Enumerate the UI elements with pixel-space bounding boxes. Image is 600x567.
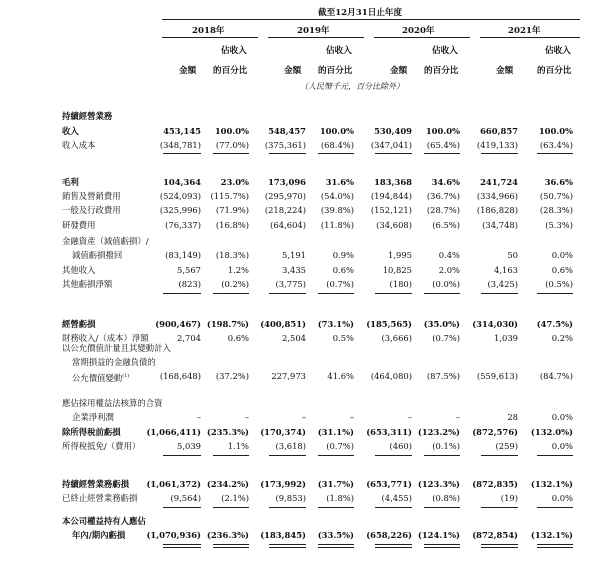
cell-percentage: 23.0% [220,177,249,187]
row-label: 應佔採用權益法核算的合資 [62,398,163,408]
subtotal-rule [213,544,249,548]
cell-amount: (872,854) [472,530,518,540]
cell-percentage: (31.7%) [317,479,354,489]
subtotal-rule [481,544,518,548]
period-title: 截至12月31日止年度 [318,8,403,18]
cell-amount: (347,041) [370,140,412,150]
cell-amount: (334,966) [476,191,518,201]
col-pct-header-line1: 佔收入 [545,46,571,56]
cell-amount: 2,704 [177,333,201,343]
subtotal-rule [163,455,201,456]
cell-amount: (1,070,936) [146,530,201,540]
subtotal-rule [213,293,249,294]
cell-percentage: (35.0%) [423,319,460,329]
subtotal-rule [318,544,354,548]
row-label: 研發費用 [62,220,96,230]
row-label: 收入成本 [62,140,96,150]
year-rule-2020 [374,37,470,38]
cell-amount: 5,567 [177,265,201,275]
subtotal-rule [481,455,518,456]
col-pct-header-line2: 的百分比 [213,66,248,76]
cell-percentage: (0.5%) [545,279,573,289]
cell-amount: 1,995 [388,250,412,260]
cell-amount: (559,613) [476,371,518,381]
cell-percentage: 0.0% [551,250,573,260]
subtotal-rule [213,507,249,508]
subtotal-rule [424,507,460,508]
cell-amount: 227,973 [271,371,306,381]
cell-percentage: (84.7%) [539,371,573,381]
cell-amount: 10,825 [382,265,412,275]
cell-amount: (653,311) [366,427,412,437]
cell-amount: 241,724 [480,177,518,187]
subtotal-rule [163,507,201,508]
cell-percentage: (65.4%) [426,140,460,150]
cell-percentage: (28.7%) [426,205,460,215]
cell-percentage: (124.1%) [417,530,460,540]
row-label: 一般及行政費用 [62,205,121,215]
year-2018: 2018年 [192,26,225,36]
subtotal-rule [213,455,249,456]
cell-amount: (900,467) [155,319,201,329]
cell-amount: (64,604) [270,220,306,230]
cell-amount: – [196,412,201,422]
year-2021: 2021年 [508,26,541,36]
subtotal-rule [537,507,573,508]
cell-amount: (823) [178,279,201,289]
cell-percentage: (235.3%) [206,427,249,437]
row-label: 經營虧損 [62,319,96,329]
cell-amount: (3,775) [275,279,306,289]
col-pct-header-line2: 的百分比 [318,66,353,76]
subtotal-rule [163,544,201,548]
subtotal-rule [537,455,573,456]
cell-percentage: (36.7%) [426,191,460,201]
cell-percentage: (73.1%) [317,319,354,329]
row-label-cont: 公允價值變動$^{(1)}$ [72,372,130,383]
cell-amount: (325,996) [159,205,201,215]
cell-amount: (152,121) [370,205,412,215]
subtotal-rule [375,455,412,456]
row-label-cont: 當期損益的金融負債的 [72,357,156,367]
cell-percentage: (28.3%) [539,205,573,215]
cell-percentage: (132.1%) [530,530,573,540]
subtotal-rule [269,153,306,154]
cell-amount: 3,435 [282,265,306,275]
footnote-marker: (1) [122,373,130,379]
col-pct-header-line2: 的百分比 [537,66,572,76]
cell-percentage: (54.0%) [320,191,354,201]
cell-percentage: (234.2%) [206,479,249,489]
subtotal-rule [424,153,460,154]
col-pct-header-line1: 佔收入 [326,46,352,56]
cell-amount: (173,992) [260,479,306,489]
cell-amount: 1,039 [494,333,518,343]
cell-percentage: (37.2%) [215,371,249,381]
cell-amount: (259) [495,441,518,451]
col-amount-header: 金額 [496,66,514,76]
cell-percentage: 100.0% [425,126,460,136]
unit-note: （人民幣千元，百分比除外） [300,82,404,91]
cell-amount: (194,844) [370,191,412,201]
cell-amount: (658,226) [366,530,412,540]
cell-percentage: (5.3%) [545,220,573,230]
cell-amount: (295,970) [264,191,306,201]
row-label: 持續經營業務虧損 [62,479,129,489]
cell-amount: (419,133) [476,140,518,150]
cell-percentage: 31.6% [325,177,354,187]
cell-percentage: (33.5%) [317,530,354,540]
cell-percentage: (11.8%) [320,220,354,230]
cell-percentage: – [244,412,249,422]
cell-percentage: (77.0%) [215,140,249,150]
cell-amount: 50 [507,250,518,260]
row-label-cont: 企業淨利潤 [72,412,114,422]
cell-amount: (348,781) [159,140,201,150]
cell-amount: 2,504 [282,333,306,343]
row-label: 銷售及營銷費用 [62,191,121,201]
cell-amount: 548,457 [268,126,306,136]
subtotal-rule [318,293,354,294]
cell-percentage: 100.0% [214,126,249,136]
subtotal-rule [163,293,201,294]
cell-percentage: (198.7%) [206,319,249,329]
row-label: 其他收入 [62,265,96,275]
cell-percentage: (2.1%) [221,493,249,503]
subtotal-rule [537,293,573,294]
cell-percentage: (18.3%) [215,250,249,260]
subtotal-rule [537,153,573,154]
cell-percentage: 41.6% [327,371,354,381]
cell-amount: (400,851) [260,319,306,329]
period-rule [162,19,580,20]
cell-percentage: 36.6% [544,177,573,187]
col-amount-header: 金額 [284,66,302,76]
cell-percentage: (16.8%) [215,220,249,230]
cell-percentage: 0.0% [551,412,573,422]
subtotal-rule [481,293,518,294]
cell-amount: 660,857 [480,126,518,136]
row-label: 已終止經營業務虧損 [62,493,138,503]
cell-amount: 183,368 [374,177,412,187]
col-pct-header-line2: 的百分比 [424,66,459,76]
subtotal-rule [163,153,201,154]
cell-amount: (1,061,372) [146,479,201,489]
cell-amount: (9,564) [170,493,201,503]
year-2020: 2020年 [402,26,435,36]
cell-percentage: 0.2% [551,333,573,343]
row-label: 金融資產（減值虧損）/ [62,236,149,246]
cell-percentage: (0.7%) [432,333,460,343]
cell-percentage: 0.0% [551,493,573,503]
cell-percentage: 0.5% [332,333,354,343]
cell-amount: (3,425) [487,279,518,289]
subtotal-rule [318,507,354,508]
cell-percentage: 100.0% [319,126,354,136]
cell-percentage: 0.6% [551,265,573,275]
row-label: 收入 [62,126,79,136]
cell-amount: (460) [389,441,412,451]
cell-amount: – [301,412,306,422]
cell-amount: (464,080) [370,371,412,381]
cell-amount: (34,748) [482,220,518,230]
cell-amount: (180) [389,279,412,289]
subtotal-rule [481,507,518,508]
cell-percentage: (0.0%) [432,279,460,289]
cell-amount: 28 [507,412,518,422]
cell-percentage: (87.5%) [426,371,460,381]
cell-amount: (314,030) [472,319,518,329]
cell-percentage: 1.1% [227,441,249,451]
subtotal-rule [424,544,460,548]
subtotal-rule [269,455,306,456]
row-label: 除所得稅前虧損 [62,427,121,437]
cell-percentage: 1.2% [227,265,249,275]
cell-percentage: (71.9%) [215,205,249,215]
row-label-cont: 年內/期內虧損 [72,530,126,540]
cell-percentage: (0.7%) [326,279,354,289]
cell-amount: 4,163 [494,265,518,275]
cell-percentage: (236.3%) [206,530,249,540]
subtotal-rule [537,544,573,548]
subtotal-rule [269,544,306,548]
cell-percentage: (6.5%) [432,220,460,230]
subtotal-rule [375,153,412,154]
row-label: 以公允價值計量且其變動計入 [62,343,171,353]
cell-amount: (19) [500,493,518,503]
subtotal-rule [375,507,412,508]
cell-percentage: (1.8%) [326,493,354,503]
cell-amount: (185,565) [366,319,412,329]
cell-amount: (34,608) [376,220,412,230]
cell-amount: (872,835) [472,479,518,489]
cell-amount: (872,576) [472,427,518,437]
cell-percentage: 100.0% [538,126,573,136]
row-label: 其他虧損淨額 [62,279,113,289]
subtotal-rule [375,544,412,548]
subtotal-rule [269,507,306,508]
cell-percentage: 0.9% [332,250,354,260]
cell-percentage: 0.6% [227,333,249,343]
col-pct-header-line1: 佔收入 [221,46,247,56]
cell-amount: (168,648) [159,371,201,381]
cell-amount: 5,039 [177,441,201,451]
col-pct-header-line1: 佔收入 [432,46,458,56]
subtotal-rule [481,153,518,154]
cell-percentage: (0.1%) [432,441,460,451]
subtotal-rule [375,293,412,294]
cell-percentage: (132.1%) [530,479,573,489]
cell-percentage: 0.0% [551,441,573,451]
cell-amount: (1,066,411) [146,427,201,437]
col-amount-header: 金額 [179,66,197,76]
row-label: 毛利 [62,177,79,187]
cell-amount: 5,191 [282,250,306,260]
cell-percentage: (132.0%) [530,427,573,437]
col-amount-header: 金額 [390,66,408,76]
subtotal-rule [424,455,460,456]
cell-amount: – [407,412,412,422]
cell-percentage: 0.6% [332,265,354,275]
cell-amount: 104,364 [163,177,201,187]
year-rule-2021 [480,37,580,38]
cell-percentage: (39.8%) [320,205,354,215]
year-rule-2019 [268,37,364,38]
cell-amount: 530,409 [374,126,412,136]
row-label: 本公司權益持有人應佔 [62,516,146,526]
subtotal-rule [424,293,460,294]
cell-amount: (3,666) [381,333,412,343]
cell-percentage: (0.8%) [432,493,460,503]
cell-amount: (170,374) [260,427,306,437]
cell-percentage: (123.3%) [417,479,460,489]
cell-percentage: – [349,412,354,422]
cell-percentage: 0.4% [438,250,460,260]
cell-amount: (653,771) [366,479,412,489]
row-label-cont: 減值虧損撥回 [72,250,123,260]
cell-percentage: (31.1%) [317,427,354,437]
cell-amount: (186,828) [476,205,518,215]
cell-amount: (183,845) [260,530,306,540]
cell-amount: (3,618) [275,441,306,451]
cell-percentage: (50.7%) [539,191,573,201]
cell-amount: (9,853) [275,493,306,503]
cell-amount: (4,455) [381,493,412,503]
cell-amount: 173,096 [268,177,306,187]
cell-percentage: (63.4%) [539,140,573,150]
subtotal-rule [318,455,354,456]
cell-percentage: (68.4%) [320,140,354,150]
cell-amount: (218,224) [264,205,306,215]
year-2019: 2019年 [297,26,330,36]
cell-amount: (83,149) [165,250,201,260]
cell-percentage: (115.7%) [210,191,249,201]
subtotal-rule [318,153,354,154]
row-label: 財務收入/（成本）淨額 [62,333,149,343]
cell-amount: (375,361) [264,140,306,150]
row-label: 所得稅抵免/（費用） [62,441,141,451]
year-rule-2018 [162,37,258,38]
cell-percentage: (0.7%) [326,441,354,451]
subtotal-rule [213,153,249,154]
cell-percentage: (0.2%) [221,279,249,289]
cell-percentage: 2.0% [438,265,460,275]
row-label: 持續經營業務 [62,111,113,121]
cell-amount: (524,093) [159,191,201,201]
cell-percentage: 34.6% [431,177,460,187]
cell-amount: (76,337) [165,220,201,230]
subtotal-rule [269,293,306,294]
cell-percentage: – [455,412,460,422]
cell-percentage: (47.5%) [536,319,573,329]
cell-percentage: (123.2%) [417,427,460,437]
cell-amount: 453,145 [163,126,201,136]
